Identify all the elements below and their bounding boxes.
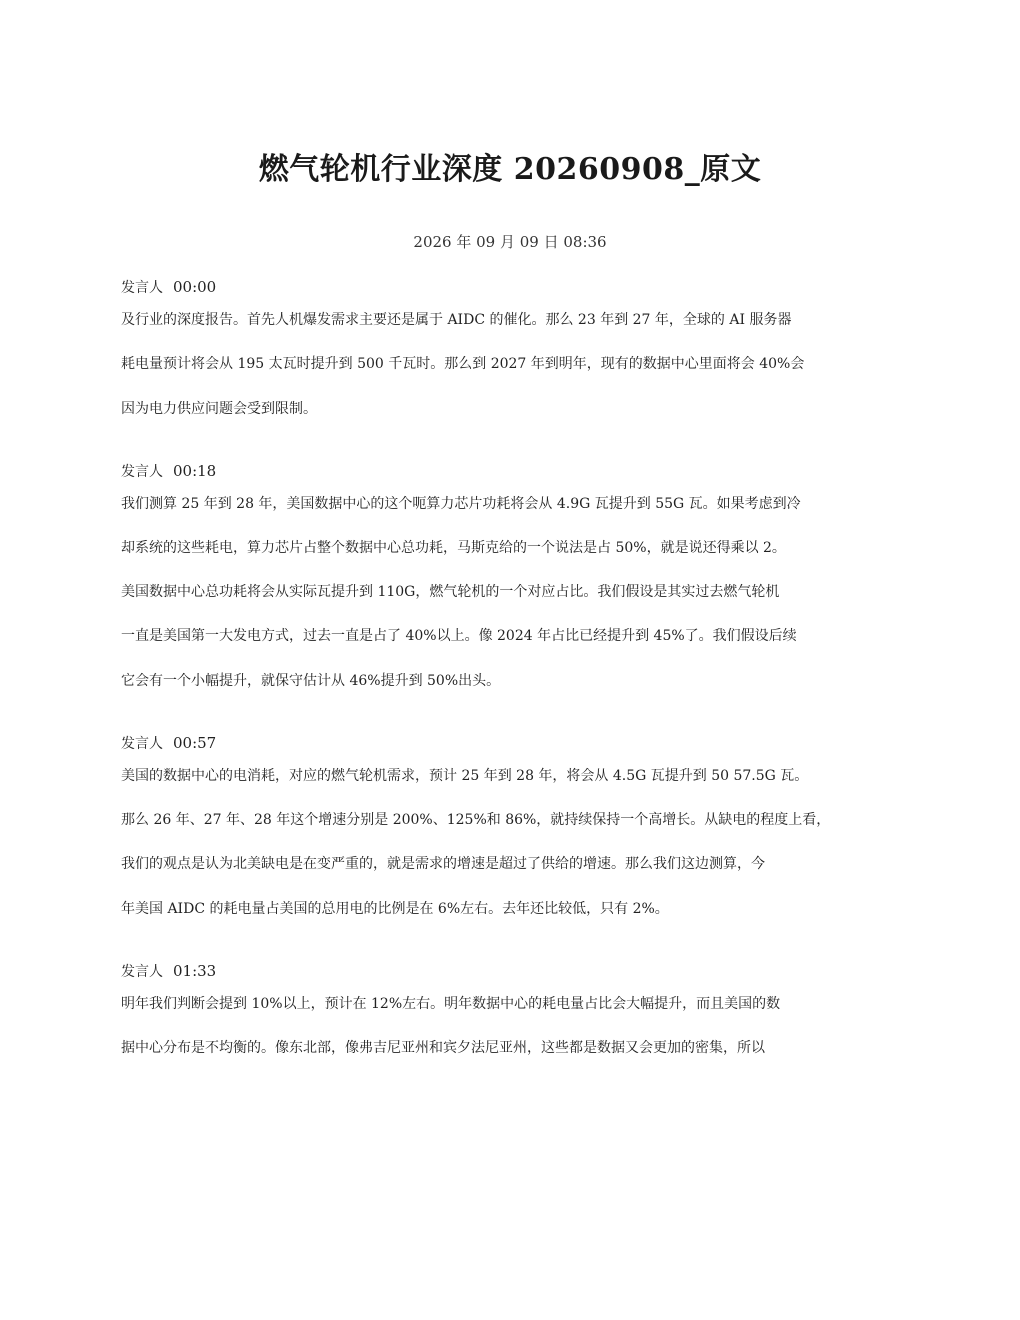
transcript-section <box>121 732 911 920</box>
document-title: 燃气轮机行业深度 20260908_原文 <box>258 152 762 187</box>
document-date: 2026 年 09 月 09 日 08:36 <box>413 233 607 251</box>
speaker-header <box>121 960 911 982</box>
speaker-label: 发言人 <box>121 963 163 980</box>
paragraph-line: 耗电量预计将会从 195 太瓦时提升到 500 千瓦时。那么到 2027 年到明年，现有的数据中心里面将会 40%会 <box>121 356 805 373</box>
speaker-label: 发言人 <box>121 280 163 296</box>
transcript-section <box>121 460 911 692</box>
paragraph-line: 明年我们判断会提到 10%以上，预计在 12%左右。明年数据中心的耗电量占比会大幅提升，而且美国的数 <box>121 995 781 1012</box>
paragraph-line: 它会有一个小幅提升，就保守估计从 46%提升到 50%出头。 <box>121 672 501 689</box>
paragraph-line: 年美国 AIDC 的耗电量占美国的总用电的比例是在 6%左右。去年还比较低，只有 2%。 <box>121 900 669 917</box>
timestamp: 00:00 <box>173 278 217 296</box>
speaker-header <box>121 276 911 298</box>
transcript-section <box>121 960 911 1059</box>
paragraph-line: 因为电力供应问题会受到限制。 <box>121 400 317 417</box>
paragraph-line: 那么 26 年、27 年、28 年这个增速分别是 200%、125%和 86%，就持续保持一个高增长。从缺电的程度上看， <box>121 812 831 829</box>
paragraph-line: 据中心分布是不均衡的。像东北部，像弗吉尼亚州和宾夕法尼亚州，这些都是数据又会更加的密集，所以 <box>121 1039 765 1056</box>
transcript-section <box>121 276 911 420</box>
speaker-header <box>121 460 911 482</box>
paragraph-line: 却系统的这些耗电，算力芯片占整个数据中心总功耗，马斯克给的一个说法是占 50%，就是说还得乘以 2。 <box>121 539 786 556</box>
timestamp: 01:33 <box>173 961 217 980</box>
paragraph-line: 美国的数据中心的电消耗，对应的燃气轮机需求，预计 25 年到 28 年，将会从 4.5G 瓦提升到 50 57.5G 瓦。 <box>121 767 809 784</box>
transcript-body <box>121 276 911 1099</box>
timestamp: 00:57 <box>173 733 217 752</box>
speaker-label: 发言人 <box>121 735 163 752</box>
paragraph-line: 美国数据中心总功耗将会从实际瓦提升到 110G，燃气轮机的一个对应占比。我们假设是其实过去燃气轮机 <box>121 584 780 601</box>
paragraph-line: 我们测算 25 年到 28 年，美国数据中心的这个呃算力芯片功耗将会从 4.9G 瓦提升到 55G 瓦。如果考虑到冷 <box>121 495 801 512</box>
speaker-label: 发言人 <box>121 463 163 480</box>
timestamp: 00:18 <box>173 461 217 480</box>
paragraph-line: 及行业的深度报告。首先人机爆发需求主要还是属于 AIDC 的催化。那么 23 年到 27 年，全球的 AI 服务器 <box>121 312 792 328</box>
speaker-header <box>121 732 911 754</box>
paragraph-line: 一直是美国第一大发电方式，过去一直是占了 40%以上。像 2024 年占比已经提升到 45%了。我们假设后续 <box>121 628 797 645</box>
paragraph-line: 我们的观点是认为北美缺电是在变严重的，就是需求的增速是超过了供给的增速。那么我们这边测算，今 <box>121 856 765 873</box>
